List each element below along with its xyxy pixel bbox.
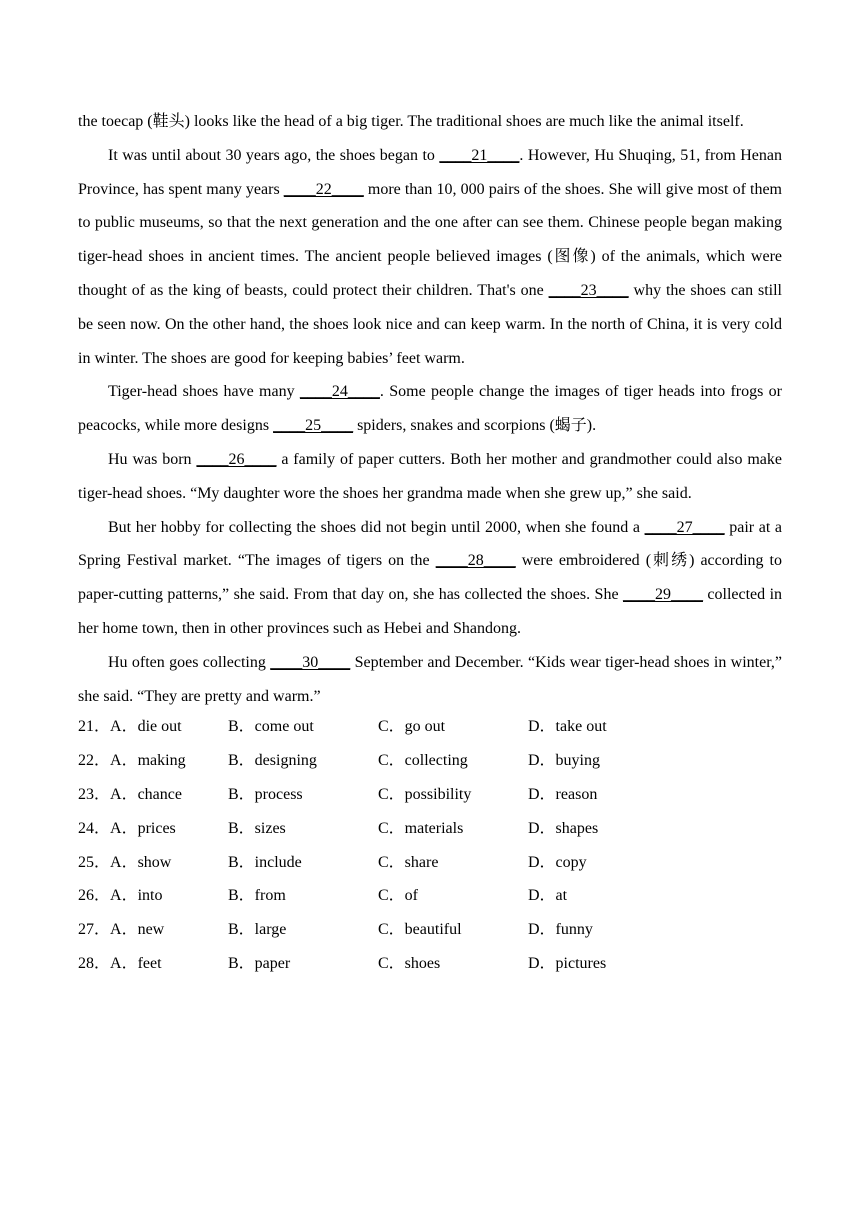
question-26-option-a: 26．A．into <box>78 887 163 905</box>
option-row-25 <box>78 849 782 883</box>
options-list <box>78 713 782 983</box>
question-22-option-b: B．designing <box>228 752 317 770</box>
text: a family of paper cutters. Both her mother and grandmother could also make tiger-head shoes. “My daughter wore the shoes her grandma made when she grew up,” she said. <box>78 450 783 502</box>
text: pair at a Spring Festival market. “The images of tigers on the <box>78 518 782 570</box>
text: were embroidered (刺绣) according to paper-cutting patterns,” she said. From that day on, she has collected the shoes. She <box>78 552 782 604</box>
paragraph-1 <box>78 105 782 139</box>
question-28-option-a: 28．A．feet <box>78 954 162 972</box>
question-21-option-a: 21．A．die out <box>78 718 182 736</box>
blank-23: ____23____ <box>548 281 629 299</box>
text: why the shoes can still be seen now. On the other hand, the shoes look nice and can keep warm. In the north of China, it is very cold in winter. The shoes are good for keeping babies’ feet warm. <box>78 281 782 367</box>
question-25-option-d: D．copy <box>528 853 587 871</box>
paragraph-6 <box>78 646 782 714</box>
question-27-option-b: B．large <box>228 921 287 939</box>
option-row-22 <box>78 747 782 781</box>
question-22-option-d: D．buying <box>528 752 601 770</box>
blank-22: ____22____ <box>283 180 364 198</box>
text: spiders, snakes and scorpions (蝎子). <box>353 417 597 435</box>
text: September and December. “Kids wear tiger-head shoes in winter,” she said. “They are pretty and warm.” <box>78 653 783 705</box>
text: It was until about 30 years ago, the shoes began to <box>108 146 440 164</box>
paragraph-2 <box>78 139 782 376</box>
question-28-option-c: C．shoes <box>378 954 441 972</box>
question-25-option-b: B．include <box>228 853 302 871</box>
blank-26: ____26____ <box>196 450 277 468</box>
option-row-21 <box>78 713 782 747</box>
text: collected in her home town, then in other provinces such as Hebei and Shandong. <box>78 586 783 637</box>
question-27-option-c: C．beautiful <box>378 921 462 939</box>
option-row-27 <box>78 916 782 950</box>
question-23-option-c: C．possibility <box>378 785 472 803</box>
question-28-option-d: D．pictures <box>528 954 607 972</box>
document-page <box>78 105 782 984</box>
question-27-option-a: 27．A．new <box>78 921 165 939</box>
text: more than 10, 000 pairs of the shoes. She will give most of them to public museums, so that the next generation and the one after can see them. Chinese people began making tiger-head shoes in ancient times. The ancient people believed images (图像) of the animals, which were thought of as the king of beasts, could protect their children. That's one <box>78 180 783 299</box>
question-24-option-b: B．sizes <box>228 819 286 837</box>
text: But her hobby for collecting the shoes did not begin until 2000, when she found a <box>108 518 645 536</box>
paragraph-4 <box>78 443 782 511</box>
blank-27: ____27____ <box>644 518 725 536</box>
blank-24: ____24____ <box>299 383 380 401</box>
question-22-option-a: 22．A．making <box>78 752 186 770</box>
option-row-23 <box>78 781 782 815</box>
text: . Some people change the images of tiger heads into frogs or peacocks, while more designs <box>78 383 782 435</box>
question-22-option-c: C．collecting <box>378 752 468 770</box>
question-26-option-b: B．from <box>228 887 286 905</box>
question-21-option-b: B．come out <box>228 718 314 736</box>
question-26-option-d: D．at <box>528 887 568 905</box>
text: . However, Hu Shuqing, 51, from Henan Province, has spent many years <box>78 146 782 198</box>
question-23-option-a: 23．A．chance <box>78 785 182 803</box>
text: the toecap (鞋头) looks like the head of a big tiger. The traditional shoes are much like the animal itself. <box>78 113 744 130</box>
paragraph-3 <box>78 375 782 443</box>
text: Hu was born <box>108 450 197 468</box>
question-27-option-d: D．funny <box>528 921 593 939</box>
question-28-option-b: B．paper <box>228 954 291 972</box>
option-row-26 <box>78 882 782 916</box>
question-24-option-a: 24．A．prices <box>78 819 176 837</box>
blank-28: ____28____ <box>435 552 516 570</box>
question-24-option-c: C．materials <box>378 819 464 837</box>
question-26-option-c: C．of <box>378 887 419 905</box>
blank-29: ____29____ <box>622 586 703 604</box>
question-23-option-d: D．reason <box>528 785 598 803</box>
paragraph-5 <box>78 511 782 646</box>
blank-25: ____25____ <box>273 417 354 435</box>
question-21-option-c: C．go out <box>378 718 446 736</box>
question-24-option-d: D．shapes <box>528 819 599 837</box>
option-row-24 <box>78 815 782 849</box>
question-25-option-c: C．share <box>378 853 439 871</box>
question-25-option-a: 25．A．show <box>78 853 172 871</box>
text: Tiger-head shoes have many <box>108 383 300 401</box>
question-23-option-b: B．process <box>228 785 303 803</box>
option-row-28 <box>78 950 782 984</box>
blank-21: ____21____ <box>439 146 520 164</box>
question-21-option-d: D．take out <box>528 718 607 736</box>
text: Hu often goes collecting <box>108 653 271 671</box>
blank-30: ____30____ <box>270 653 351 671</box>
